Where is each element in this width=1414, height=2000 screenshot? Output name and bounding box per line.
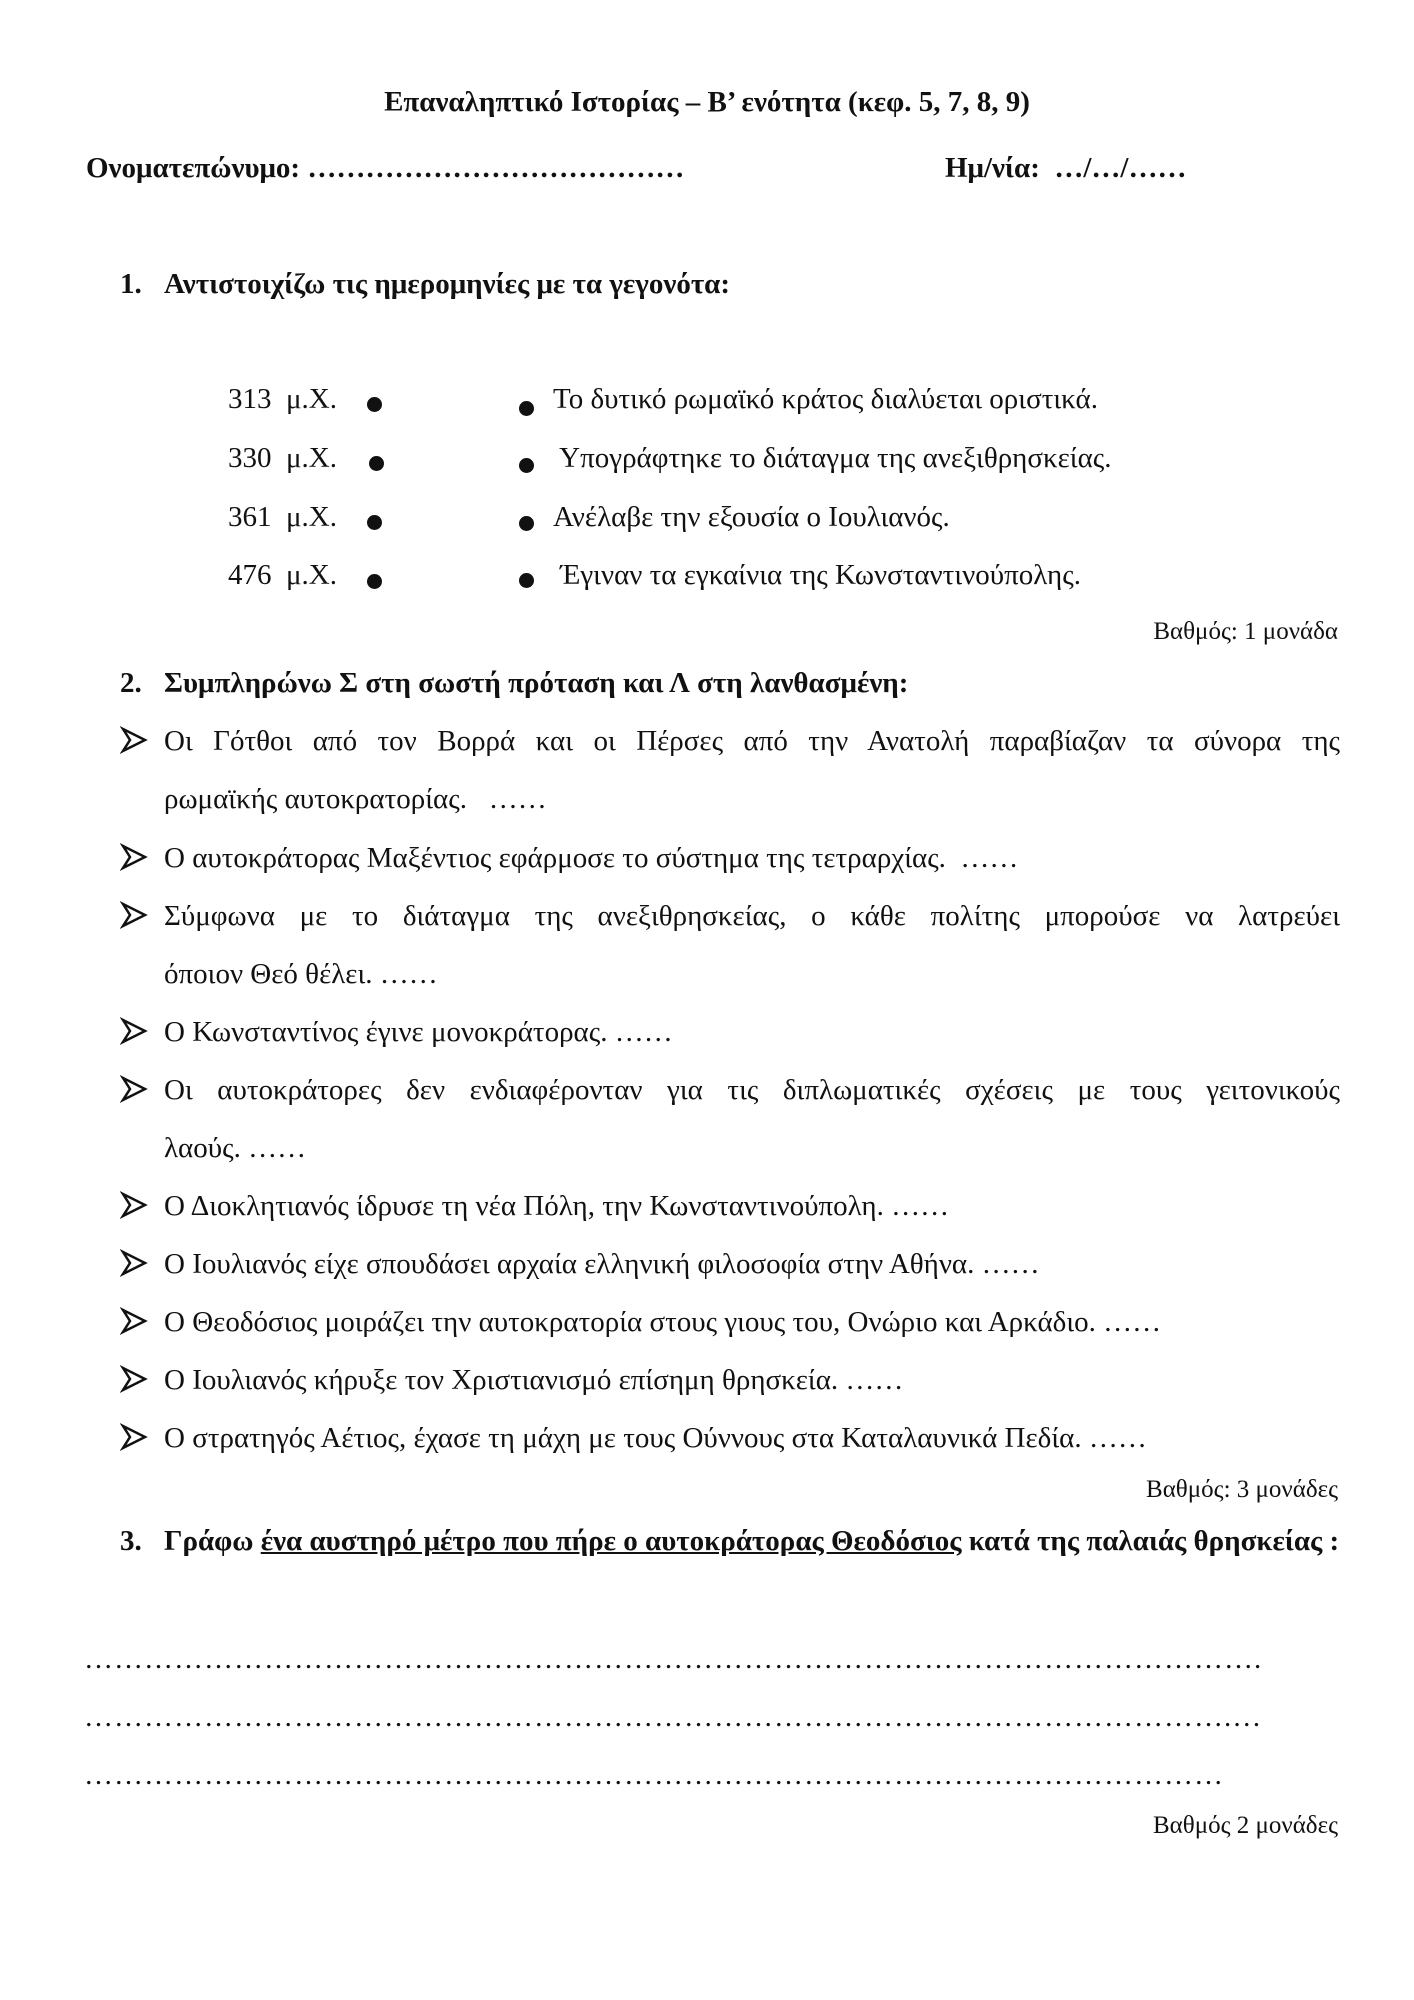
match-dot-left-2	[369, 456, 384, 471]
match-dot-left-1	[367, 397, 382, 412]
question-3-text-before: Γράφω	[164, 1525, 261, 1557]
statement-8	[120, 1293, 1340, 1351]
answer-line-2[interactable]: …………………………………………………………………………………………………….…	[84, 1701, 1263, 1733]
question-1-grade: Βαθμός: 1 μονάδα	[1153, 618, 1338, 645]
statement-text: Ο Κωνσταντίνος έγινε μονοκράτορας. ……	[164, 1016, 673, 1048]
question-1-text: Αντιστοιχίζω τις ημερομηνίες με τα γεγονότα:	[164, 268, 731, 300]
statement-text: Οι αυτοκράτορες δεν ενδιαφέρονταν για τις διπλωματικές σχέσεις με τους γειτονικούς	[164, 1074, 1340, 1106]
match-dot-right-3	[519, 516, 534, 531]
question-3-grade: Βαθμός 2 μονάδες	[1152, 1812, 1338, 1839]
statement-text: Ο Ιουλιανός κήρυξε τον Χριστιανισμό επίσημη θρησκεία. ……	[164, 1364, 904, 1396]
worksheet-title: Επαναληπτικό Ιστορίας – Β’ ενότητα (κεφ. 5, 7, 8, 9)	[384, 86, 1030, 118]
arrow-bullet-icon	[120, 1017, 148, 1045]
arrow-bullet-icon	[120, 843, 148, 871]
statement-continuation: ρωμαϊκής αυτοκρατορίας. ……	[164, 783, 547, 815]
arrow-bullet-icon	[120, 1249, 148, 1277]
match-dot-right-2	[519, 458, 534, 473]
date-field: Ημ/νία: …/…/……	[945, 152, 1187, 184]
statement-2	[120, 829, 1340, 887]
arrow-bullet-icon	[120, 1191, 148, 1219]
arrow-bullet-icon	[120, 901, 148, 929]
statement-text: Οι Γότθοι από τον Βορρά και οι Πέρσες από την Ανατολή παραβίαζαν τα σύνορα της	[164, 725, 1340, 757]
match-date-3: 361 μ.Χ.	[228, 501, 337, 533]
question-1-heading	[120, 255, 1340, 313]
statement-continuation: λαούς. ……	[164, 1132, 307, 1164]
statement-7	[120, 1235, 1340, 1293]
arrow-bullet-icon	[120, 1365, 148, 1393]
match-event-4: Έγιναν τα εγκαίνια της Κωνσταντινούπολης.	[553, 559, 1081, 591]
question-3-number: 3.	[120, 1525, 142, 1557]
match-dot-right-1	[519, 401, 534, 416]
statement-continuation: όποιον Θεό θέλει. ……	[164, 958, 438, 990]
question-2-heading	[120, 654, 1340, 712]
match-date-2: 330 μ.Χ.	[228, 442, 337, 474]
statement-5	[120, 1061, 1340, 1177]
question-2-number: 2.	[120, 667, 142, 699]
question-1-number: 1.	[120, 268, 142, 300]
match-dot-left-3	[367, 515, 382, 530]
match-event-2: Υπογράφτηκε το διάταγμα της ανεξιθρησκείας.	[553, 442, 1112, 474]
match-dot-right-4	[519, 573, 534, 588]
statement-text: Ο Ιουλιανός είχε σπουδάσει αρχαία ελληνική φιλοσοφία στην Αθήνα. ……	[164, 1248, 1040, 1280]
arrow-bullet-icon	[120, 1423, 148, 1451]
question-3-text-after: κατά της παλαιάς θρησκείας :	[961, 1525, 1340, 1557]
statement-10	[120, 1409, 1340, 1467]
arrow-bullet-icon	[120, 1307, 148, 1335]
match-event-1: Το δυτικό ρωμαϊκό κράτος διαλύεται οριστικά.	[553, 383, 1098, 415]
statement-text: Σύμφωνα με το διάταγμα της ανεξιθρησκείας, ο κάθε πολίτης μπορούσε να λατρεύει	[164, 900, 1340, 932]
question-3-text-underlined: ένα αυστηρό μέτρο που πήρε ο αυτοκράτορας Θεοδόσιος	[260, 1525, 962, 1557]
statement-text: Ο αυτοκράτορας Μαξέντιος εφάρμοσε το σύστημα της τετραρχίας. ……	[164, 842, 1019, 874]
answer-line-3[interactable]: ……………………………………………………………………………………………………	[84, 1759, 1224, 1791]
answer-line-1[interactable]: ……………………………………………………………………………………………………….	[84, 1643, 1263, 1675]
question-3-heading	[120, 1512, 1340, 1570]
statement-3	[120, 887, 1340, 1003]
arrow-bullet-icon	[120, 1075, 148, 1103]
statement-1	[120, 712, 1340, 828]
question-2-grade: Βαθμός: 3 μονάδες	[1146, 1476, 1338, 1503]
match-dot-left-4	[367, 574, 382, 589]
match-event-3: Ανέλαβε την εξουσία ο Ιουλιανός.	[553, 501, 950, 533]
statement-4	[120, 1003, 1340, 1061]
student-name-field: Ονοματεπώνυμο: …………………………………	[86, 152, 685, 184]
match-date-4: 476 μ.Χ.	[228, 559, 337, 591]
statement-text: Ο Θεοδόσιος μοιράζει την αυτοκρατορία στους γιους του, Ονώριο και Αρκάδιο. ……	[164, 1306, 1162, 1338]
statement-text: Ο στρατηγός Αέτιος, έχασε τη μάχη με τους Ούννους στα Καταλαυνικά Πεδία. ……	[164, 1422, 1147, 1454]
statement-6	[120, 1177, 1340, 1235]
question-2-text: Συμπληρώνω Σ στη σωστή πρόταση και Λ στη λανθασμένη:	[164, 667, 909, 699]
statement-9	[120, 1351, 1340, 1409]
statement-text: Ο Διοκλητιανός ίδρυσε τη νέα Πόλη, την Κωνσταντινούπολη. ……	[164, 1190, 950, 1222]
arrow-bullet-icon	[120, 726, 148, 754]
match-date-1: 313 μ.Χ.	[228, 383, 337, 415]
